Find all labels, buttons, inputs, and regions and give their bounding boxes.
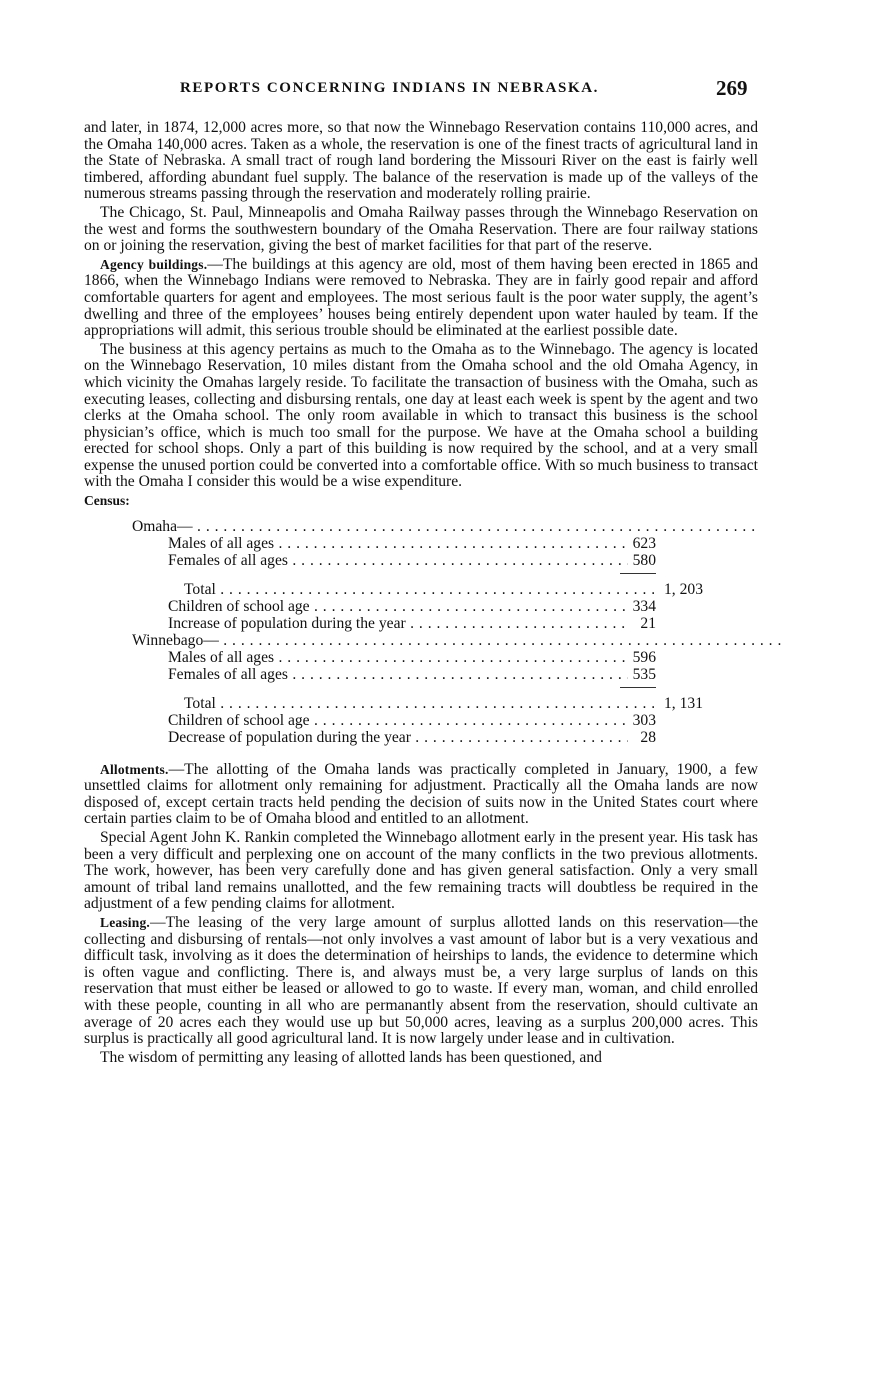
- row-label: Total . . .: [184, 581, 654, 598]
- row-value: 21: [640, 614, 656, 632]
- row-value: 623: [632, 534, 656, 552]
- row-label: Increase of population during the year . . .: [168, 615, 628, 632]
- paragraph: [84, 762, 758, 828]
- sum-rule: [620, 687, 656, 688]
- row-value: 334: [632, 597, 656, 615]
- row-value: 535: [632, 665, 656, 683]
- section-runin-heading: Agency buildings.: [100, 256, 208, 272]
- paragraph: The Chicago, St. Paul, Minneapolis and Omaha Railway passes through the Winnebago Reservation on the west and forms the southwestern boundary of the Omaha Reservation. There are four railway stations on or joining the reservation, giving the best of market facilities for that part of the reserve.: [84, 203, 758, 255]
- running-header: [0, 76, 871, 104]
- row-label: Males of all ages . . .: [168, 649, 628, 666]
- section-runin-heading: Leasing.: [100, 915, 150, 930]
- total-value: 1, 131: [664, 694, 703, 712]
- sum-rule: [620, 573, 656, 574]
- census-row: [84, 535, 724, 552]
- row-value: 580: [632, 551, 656, 569]
- page-number: 269: [716, 76, 748, 100]
- body-text: [84, 120, 758, 1068]
- row-label: Decrease of population during the year . . .: [168, 729, 628, 746]
- census-total-row: [84, 581, 724, 598]
- paragraph: The wisdom of permitting any leasing of allotted lands has been questioned, and: [100, 1048, 602, 1066]
- census-row: [84, 615, 724, 632]
- paragraph-text: —The leasing of the very large amount of surplus allotted lands on this reservation—the collecting and disbursing of rentals—not only involves a vast amount of labor but is a very vexatious and difficult task, involving as it does the determination of heirships to lands, the evidence to determine which is often vague and conflicting. There is, and always must be, a very large surplus of lands on this reservation that must either be leased or allowed to go to waste. If every man, woman, and child enrolled with these people, counting in all who are permanantly absent from the reservation, should cultivate an average of 20 acres each they would use up but 50,000 acres, leaving as a surplus 200,000 acres. This surplus is practically all good agricultural land. It is now largely under lease and in cultivation.: [84, 914, 758, 1048]
- census-group-label: [84, 632, 724, 649]
- section-runin-heading: Allotments.: [100, 761, 169, 777]
- paragraph-text: —The buildings at this agency are old, most of them having been erected in 1865 and 1866, when the Winnebago Indians were removed to Nebraska. They are in fairly good repair and afford comfortable quarters for agent and employees. The most serious fault is the poor water supply, the agent’s dwelling and three of the employees’ houses being entirely dependent upon water hauled by team. If the appropriations will admit, this serious trouble should be eliminated at the earliest possible date.: [84, 255, 758, 340]
- census-row: [84, 729, 724, 746]
- census-row: [84, 552, 724, 569]
- row-label: Females of all ages . . .: [168, 666, 628, 683]
- census-total-row: [84, 695, 724, 712]
- census-row: [84, 598, 724, 615]
- row-value: 596: [632, 648, 656, 666]
- census-table: [84, 518, 758, 762]
- paragraph: Special Agent John K. Rankin completed the Winnebago allotment early in the present year. His task has been a very difficult and perplexing one on account of the many conflicts in the two previous allotments. The work, however, has been very carefully done and has given general satisfaction. Only a very small amount of tribal land remains unallotted, and the few remaining tracts will doubtless be required in the adjustment of a few pending claims for allotment.: [84, 829, 758, 913]
- paragraph-text: —The allotting of the Omaha lands was practically completed in January, 1900, a few unsettled claims for allotment only remaining for adjustment. Practically all the Omaha lands are now disposed of, except certain tracts held pending the decision of suits now in the United States court where certain parties claim to be of Omaha blood and entitled to an allotment.: [84, 760, 758, 828]
- row-label: Children of school age . . .: [168, 598, 628, 615]
- paragraph: [84, 257, 758, 340]
- census-group-label: [84, 518, 724, 535]
- row-label: Total . . .: [184, 695, 654, 712]
- row-label: Children of school age . . .: [168, 712, 628, 729]
- group-name: Omaha— . . .: [132, 518, 756, 535]
- row-value: 303: [632, 711, 656, 729]
- paragraph: [84, 915, 758, 1048]
- row-label: Males of all ages . . .: [168, 535, 628, 552]
- census-heading: Census:: [84, 493, 130, 509]
- row-value: 28: [640, 728, 656, 746]
- paragraph: The business at this agency pertains as much to the Omaha as to the Winnebago. The agency is located on the Winnebago Reservation, 10 miles distant from the Omaha school and the old Omaha Agency, in which vicinity the Omahas largely reside. To facilitate the transaction of business with the Omaha, such as executing leases, collecting and disbursing rentals, one day at least each week is spent by the agent and two clerks at the Omaha school. The only room available in which to transact this business is the school physician’s office, which is much too small for the purpose. We have at the Omaha school a building erected for school shops. Only a part of this building is now required by the school, and at a very small expense the unused portion could be converted into a comfortable office. With so much business to transact with the Omaha I consider this would be a wise expenditure.: [84, 340, 758, 491]
- row-label: Females of all ages . . .: [168, 552, 628, 569]
- running-title: REPORTS CONCERNING INDIANS IN NEBRASKA.: [180, 80, 600, 96]
- census-row: [84, 666, 724, 683]
- census-row: [84, 712, 724, 729]
- paragraph: and later, in 1874, 12,000 acres more, so that now the Winnebago Reservation contains 110,000 acres, and the Omaha 140,000 acres. Taken as a whole, the reservation is one of the finest tracts of agricultural land in the State of Nebraska. A small tract of rough land bordering the Missouri River on the east is fairly well timbered, affording abundant fuel supply. The balance of the reservation is made up of the valleys of the numerous streams passing through the reservation and moderately rolling prairie.: [84, 119, 758, 203]
- group-name: Winnebago— . . .: [132, 632, 782, 649]
- total-value: 1, 203: [664, 580, 703, 598]
- census-row: [84, 649, 724, 666]
